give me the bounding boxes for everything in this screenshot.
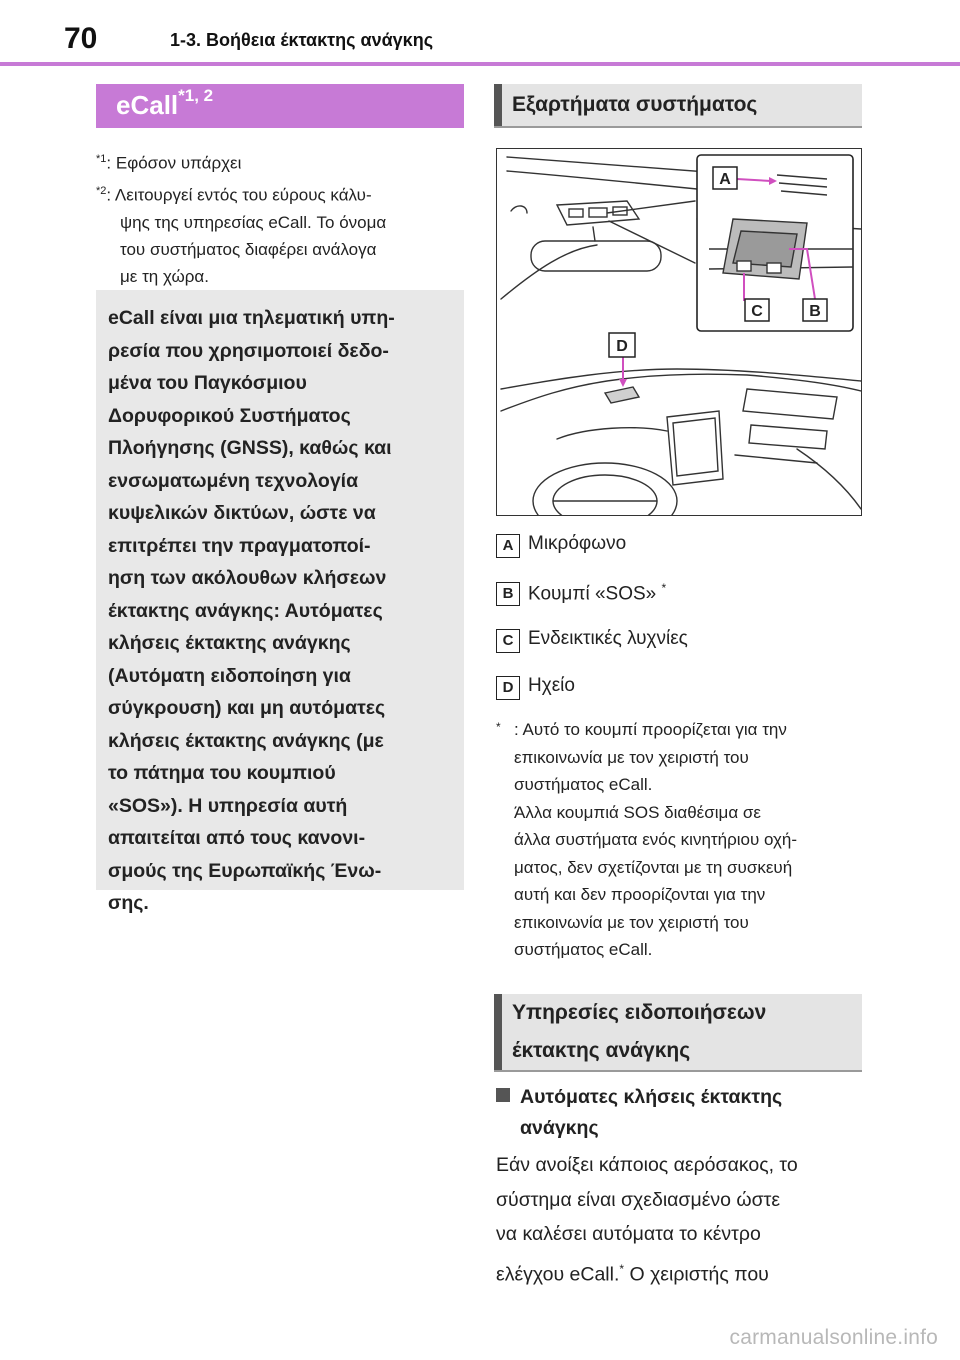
- footnote-2-line: του συστήματος διαφέρει ανάλογα: [120, 239, 377, 259]
- header-divider: [0, 62, 960, 66]
- body-line: να καλέσει αυτόματα το κέντρο: [496, 1223, 761, 1245]
- note-line: ματος, δεν σχετίζονται με τη συσκευή: [514, 857, 793, 877]
- components-heading: [494, 84, 862, 128]
- overhead-console-inset: [697, 155, 853, 331]
- info-line: σύγκρουση) και μη αυτόματες: [108, 697, 386, 719]
- info-line: απαιτείται από τους κανονι-: [108, 827, 366, 849]
- auto-calls-subheading: [496, 1082, 866, 1144]
- notifications-heading-line: έκτακτης ανάγκης: [512, 1039, 691, 1062]
- info-line: κλήσεις έκτακτης ανάγκης: [108, 632, 351, 654]
- diagram-label-a: A: [719, 171, 731, 188]
- heading-accent-bar: [494, 994, 502, 1070]
- legend-label: Κουμπί «SOS»: [528, 583, 657, 605]
- heading-accent-bar: [494, 84, 502, 126]
- body-superscript: *: [619, 1261, 625, 1276]
- subheading-line: ανάγκης: [520, 1117, 599, 1139]
- info-line: κυψελικών δικτύων, ώστε να: [108, 502, 376, 524]
- legend-label: Ηχείο: [528, 675, 575, 696]
- legend-key: D: [496, 676, 520, 700]
- info-line: μένα του Παγκόσμιου: [108, 372, 307, 394]
- info-line: Δορυφορικού Συστήματος: [108, 404, 351, 427]
- note-mark: *: [496, 720, 501, 734]
- footnote-1-mark: *1: [96, 153, 107, 165]
- footnote-2-line: ψης της υπηρεσίας eCall. Το όνομα: [120, 212, 387, 232]
- note-line: επικοινωνία με τον χειριστή του: [514, 912, 749, 932]
- note-line: συστήματος eCall.: [514, 775, 653, 794]
- info-line: (Αυτόματη ειδοποίηση για: [108, 664, 351, 687]
- ecall-title: eCall: [116, 90, 179, 120]
- note-line: αυτή και δεν προορίζονται για την: [514, 885, 766, 904]
- diagram-label-d: D: [616, 338, 628, 355]
- subheading-line: Αυτόματες κλήσεις έκτακτης: [520, 1086, 783, 1108]
- diagram-label-c: C: [751, 303, 763, 320]
- footnote-2-line: με τη χώρα.: [120, 266, 209, 286]
- footnote-1-text: : Εφόσον υπάρχει: [106, 153, 242, 173]
- legend-label: Ενδεικτικές λυχνίες: [528, 628, 688, 649]
- legend-key: B: [496, 582, 520, 606]
- page-number: 70: [64, 22, 98, 55]
- info-line: «SOS»). Η υπηρεσία αυτή: [108, 794, 348, 817]
- note-line: άλλα συστήματα ενός κινητήριου οχή-: [514, 830, 798, 849]
- system-components-diagram: [496, 148, 862, 516]
- square-bullet-icon: [496, 1088, 510, 1102]
- footnote-2: [96, 178, 456, 290]
- body-line: Ο χειριστής που: [624, 1263, 769, 1285]
- watermark: carmanualsonline.info: [729, 1326, 938, 1349]
- components-heading-text: Εξαρτήματα συστήματος: [512, 93, 758, 116]
- footnote-2-mark: *2: [96, 185, 107, 197]
- legend-label: Μικρόφωνο: [528, 533, 627, 554]
- info-line: σμούς της Ευρωπαϊκής Ένω-: [108, 859, 382, 882]
- info-line: έκτακτης ανάγκης: Αυτόματες: [108, 599, 383, 622]
- info-line: ρεσία που χρησιμοποιεί δεδο-: [108, 339, 389, 362]
- ecall-info-box: [96, 290, 464, 914]
- note-line: συστήματος eCall.: [514, 940, 653, 959]
- footnote-1: [96, 146, 456, 177]
- info-line: κλήσεις έκτακτης ανάγκης (με: [108, 729, 384, 752]
- notifications-heading-text: [512, 994, 766, 1070]
- footnote-2-line: : Λειτουργεί εντός του εύρους κάλυ-: [106, 185, 372, 205]
- cabin-illustration: [497, 149, 861, 515]
- note-line: επικοινωνία με τον χειριστή του: [514, 747, 749, 767]
- info-line: Πλοήγησης (GNSS), καθώς και: [108, 437, 392, 459]
- auto-calls-body: [496, 1148, 866, 1292]
- ecall-heading: [96, 84, 464, 128]
- notifications-heading: [494, 994, 862, 1072]
- sos-button-note: [496, 716, 866, 964]
- info-line: ηση των ακόλουθων κλήσεων: [108, 567, 387, 589]
- note-line: Άλλα κουμπιά SOS διαθέσιμα σε: [514, 802, 761, 822]
- notifications-heading-line: Υπηρεσίες ειδοποιήσεων: [512, 1001, 767, 1024]
- body-line: Εάν ανοίξει κάποιος αερόσακος, το: [496, 1154, 798, 1176]
- speaker-callout: [609, 333, 635, 387]
- info-line: σης.: [108, 892, 149, 914]
- note-line: : Αυτό το κουμπί προορίζεται για την: [514, 720, 787, 739]
- diagram-label-b: B: [809, 303, 821, 320]
- info-line: ενσωματωμένη τεχνολογία: [108, 469, 359, 492]
- info-line: το πάτημα του κουμπιού: [108, 762, 336, 784]
- body-line: σύστημα είναι σχεδιασμένο ώστε: [496, 1188, 781, 1211]
- legend-superscript: *: [661, 581, 667, 595]
- body-line: ελέγχου eCall.: [496, 1263, 620, 1285]
- ecall-title-superscript: *1, 2: [178, 86, 214, 105]
- chapter-title: 1-3. Βοήθεια έκτακτης ανάγκης: [170, 30, 434, 50]
- legend-key: C: [496, 629, 520, 653]
- info-line: επιτρέπει την πραγματοποί-: [108, 534, 371, 557]
- legend-key: A: [496, 534, 520, 558]
- info-line: eCall είναι μια τηλεματική υπη-: [108, 307, 395, 329]
